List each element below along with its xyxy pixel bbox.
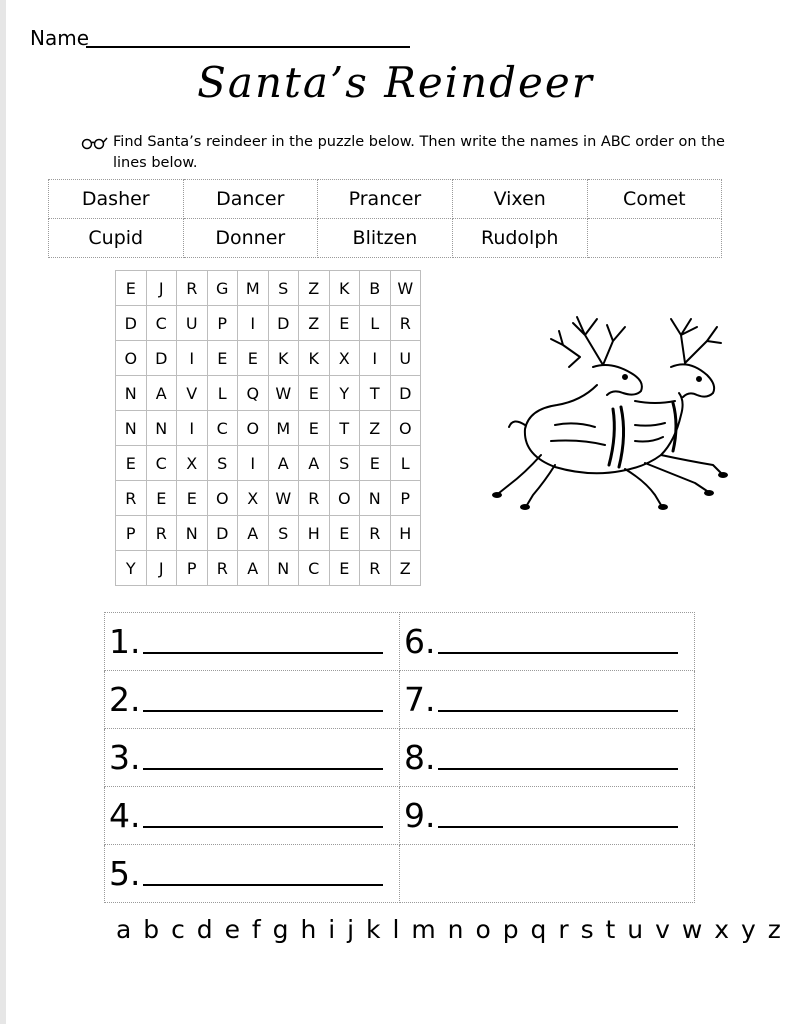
puzzle-letter[interactable]: E (238, 341, 269, 376)
answer-row (105, 671, 695, 729)
puzzle-row (116, 341, 421, 376)
puzzle-letter[interactable]: W (390, 271, 421, 306)
puzzle-letter[interactable]: C (299, 551, 330, 586)
puzzle-letter[interactable]: D (146, 341, 177, 376)
answer-row (105, 787, 695, 845)
puzzle-letter[interactable]: L (360, 306, 391, 341)
puzzle-letter[interactable]: E (329, 306, 360, 341)
puzzle-letter[interactable]: J (146, 551, 177, 586)
answer-row (105, 845, 695, 903)
answer-number: 4. (109, 795, 141, 835)
puzzle-letter[interactable]: D (116, 306, 147, 341)
answer-number: 1. (109, 621, 141, 661)
puzzle-letter[interactable]: K (268, 341, 299, 376)
puzzle-letter[interactable]: R (390, 306, 421, 341)
puzzle-letter[interactable]: D (390, 376, 421, 411)
puzzle-letter[interactable]: Q (238, 376, 269, 411)
word-bank-cell: Comet (587, 180, 721, 219)
puzzle-letter[interactable]: W (268, 376, 299, 411)
puzzle-letter[interactable]: R (146, 516, 177, 551)
puzzle-letter[interactable]: W (268, 481, 299, 516)
puzzle-letter[interactable]: S (268, 271, 299, 306)
puzzle-row (116, 411, 421, 446)
puzzle-letter[interactable]: X (329, 341, 360, 376)
puzzle-letter[interactable]: T (360, 376, 391, 411)
puzzle-letter[interactable]: E (329, 551, 360, 586)
puzzle-letter[interactable]: I (238, 306, 269, 341)
puzzle-letter[interactable]: P (390, 481, 421, 516)
alphabet-strip: a b c d e f g h i j k l m n o p q r s t u v w x y z (116, 915, 783, 944)
instructions (80, 132, 740, 174)
puzzle-row (116, 446, 421, 481)
puzzle-row (116, 376, 421, 411)
puzzle-letter[interactable]: U (390, 341, 421, 376)
answer-blank[interactable] (438, 710, 678, 712)
puzzle-letter[interactable]: O (116, 341, 147, 376)
puzzle-letter[interactable]: X (177, 446, 208, 481)
answer-cell[interactable] (400, 613, 695, 671)
answer-cell[interactable] (105, 729, 400, 787)
puzzle-letter[interactable]: Z (299, 271, 330, 306)
answer-blank[interactable] (438, 768, 678, 770)
puzzle-letter[interactable]: I (177, 411, 208, 446)
puzzle-letter[interactable]: Z (299, 306, 330, 341)
answer-number: 8. (404, 737, 436, 777)
answer-blank[interactable] (143, 652, 383, 654)
puzzle-letter[interactable]: M (268, 411, 299, 446)
answer-cell-empty (400, 845, 695, 903)
puzzle-letter[interactable]: H (390, 516, 421, 551)
answer-blank[interactable] (143, 884, 383, 886)
puzzle-letter[interactable]: Z (360, 411, 391, 446)
puzzle-letter[interactable]: E (329, 516, 360, 551)
puzzle-letter[interactable]: A (268, 446, 299, 481)
worksheet-title: Santa’s Reindeer (197, 58, 594, 107)
puzzle-letter[interactable]: P (116, 516, 147, 551)
word-bank-row (49, 180, 722, 219)
reindeer-illustration (485, 305, 735, 515)
puzzle-letter[interactable]: E (116, 446, 147, 481)
puzzle-letter[interactable]: E (116, 271, 147, 306)
puzzle-letter[interactable]: V (177, 376, 208, 411)
puzzle-letter[interactable]: R (177, 271, 208, 306)
puzzle-letter[interactable]: B (360, 271, 391, 306)
puzzle-letter[interactable]: E (299, 376, 330, 411)
puzzle-letter[interactable]: R (299, 481, 330, 516)
puzzle-letter[interactable]: G (207, 271, 238, 306)
puzzle-letter[interactable]: N (116, 376, 147, 411)
answer-blank[interactable] (143, 768, 383, 770)
puzzle-letter[interactable]: J (146, 271, 177, 306)
puzzle-letter[interactable]: Z (390, 551, 421, 586)
word-bank (48, 179, 722, 258)
puzzle-letter[interactable]: H (299, 516, 330, 551)
answer-number: 5. (109, 853, 141, 893)
puzzle-letter[interactable]: R (360, 551, 391, 586)
answer-blank[interactable] (438, 652, 678, 654)
puzzle-letter[interactable]: I (238, 446, 269, 481)
answer-cell[interactable] (105, 787, 400, 845)
puzzle-letter[interactable]: Y (329, 376, 360, 411)
word-bank-cell: Dancer (183, 180, 318, 219)
answer-cell[interactable] (105, 613, 400, 671)
puzzle-letter[interactable]: C (146, 446, 177, 481)
word-bank-cell: Donner (183, 219, 318, 258)
puzzle-letter[interactable]: E (177, 481, 208, 516)
word-bank-cell: Vixen (452, 180, 587, 219)
answer-row (105, 729, 695, 787)
puzzle-letter[interactable]: K (299, 341, 330, 376)
puzzle-letter[interactable]: O (329, 481, 360, 516)
puzzle-letter[interactable]: E (360, 446, 391, 481)
answer-number: 9. (404, 795, 436, 835)
answer-cell[interactable] (400, 729, 695, 787)
puzzle-letter[interactable]: P (177, 551, 208, 586)
puzzle-letter[interactable]: R (360, 516, 391, 551)
answer-cell[interactable] (400, 787, 695, 845)
puzzle-letter[interactable]: O (390, 411, 421, 446)
puzzle-letter[interactable]: N (177, 516, 208, 551)
puzzle-letter[interactable]: A (238, 516, 269, 551)
word-bank-cell: Cupid (49, 219, 184, 258)
puzzle-letter[interactable]: R (207, 551, 238, 586)
puzzle-letter[interactable]: Y (116, 551, 147, 586)
puzzle-letter[interactable]: N (146, 411, 177, 446)
puzzle-letter[interactable]: X (238, 481, 269, 516)
answer-blank[interactable] (438, 826, 678, 828)
puzzle-letter[interactable]: E (299, 411, 330, 446)
puzzle-letter[interactable]: S (268, 516, 299, 551)
puzzle-letter[interactable]: T (329, 411, 360, 446)
answer-number: 7. (404, 679, 436, 719)
puzzle-letter[interactable]: C (207, 411, 238, 446)
answer-cell[interactable] (400, 671, 695, 729)
puzzle-letter[interactable]: U (177, 306, 208, 341)
puzzle-letter[interactable]: A (299, 446, 330, 481)
name-label: Name (30, 26, 90, 50)
word-bank-row (49, 219, 722, 258)
puzzle-row (116, 271, 421, 306)
puzzle-letter[interactable]: S (329, 446, 360, 481)
answer-lines (104, 612, 695, 903)
puzzle-letter[interactable]: I (360, 341, 391, 376)
answer-blank[interactable] (143, 710, 383, 712)
puzzle-letter[interactable]: O (238, 411, 269, 446)
word-bank-cell: Rudolph (452, 219, 587, 258)
puzzle-letter[interactable]: A (238, 551, 269, 586)
instructions-text: Find Santa’s reindeer in the puzzle below. Then write the names in ABC order on the lines below. (113, 134, 725, 171)
puzzle-row (116, 306, 421, 341)
puzzle-letter[interactable]: C (146, 306, 177, 341)
puzzle-letter[interactable]: D (268, 306, 299, 341)
word-search-grid (115, 270, 421, 586)
puzzle-letter[interactable]: A (146, 376, 177, 411)
puzzle-letter[interactable]: O (207, 481, 238, 516)
puzzle-letter[interactable]: E (146, 481, 177, 516)
puzzle-row (116, 516, 421, 551)
puzzle-letter[interactable]: L (207, 376, 238, 411)
puzzle-letter[interactable]: R (116, 481, 147, 516)
puzzle-letter[interactable]: I (177, 341, 208, 376)
puzzle-letter[interactable]: P (207, 306, 238, 341)
answer-blank[interactable] (143, 826, 383, 828)
answer-number: 6. (404, 621, 436, 661)
puzzle-letter[interactable]: N (360, 481, 391, 516)
puzzle-letter[interactable]: N (116, 411, 147, 446)
word-bank-cell: Blitzen (318, 219, 453, 258)
puzzle-letter[interactable]: S (207, 446, 238, 481)
answer-cell[interactable] (105, 671, 400, 729)
puzzle-letter[interactable]: M (238, 271, 269, 306)
page-edge (0, 0, 6, 1024)
puzzle-letter[interactable]: D (207, 516, 238, 551)
word-bank-cell: Prancer (318, 180, 453, 219)
word-bank-cell (587, 219, 721, 258)
word-bank-cell: Dasher (49, 180, 184, 219)
puzzle-letter[interactable]: K (329, 271, 360, 306)
name-input-line[interactable] (86, 46, 410, 48)
puzzle-letter[interactable]: N (268, 551, 299, 586)
puzzle-row (116, 481, 421, 516)
answer-number: 3. (109, 737, 141, 777)
answer-number: 2. (109, 679, 141, 719)
answer-row (105, 613, 695, 671)
answer-cell[interactable] (105, 845, 400, 903)
puzzle-row (116, 551, 421, 586)
puzzle-letter[interactable]: L (390, 446, 421, 481)
puzzle-letter[interactable]: E (207, 341, 238, 376)
